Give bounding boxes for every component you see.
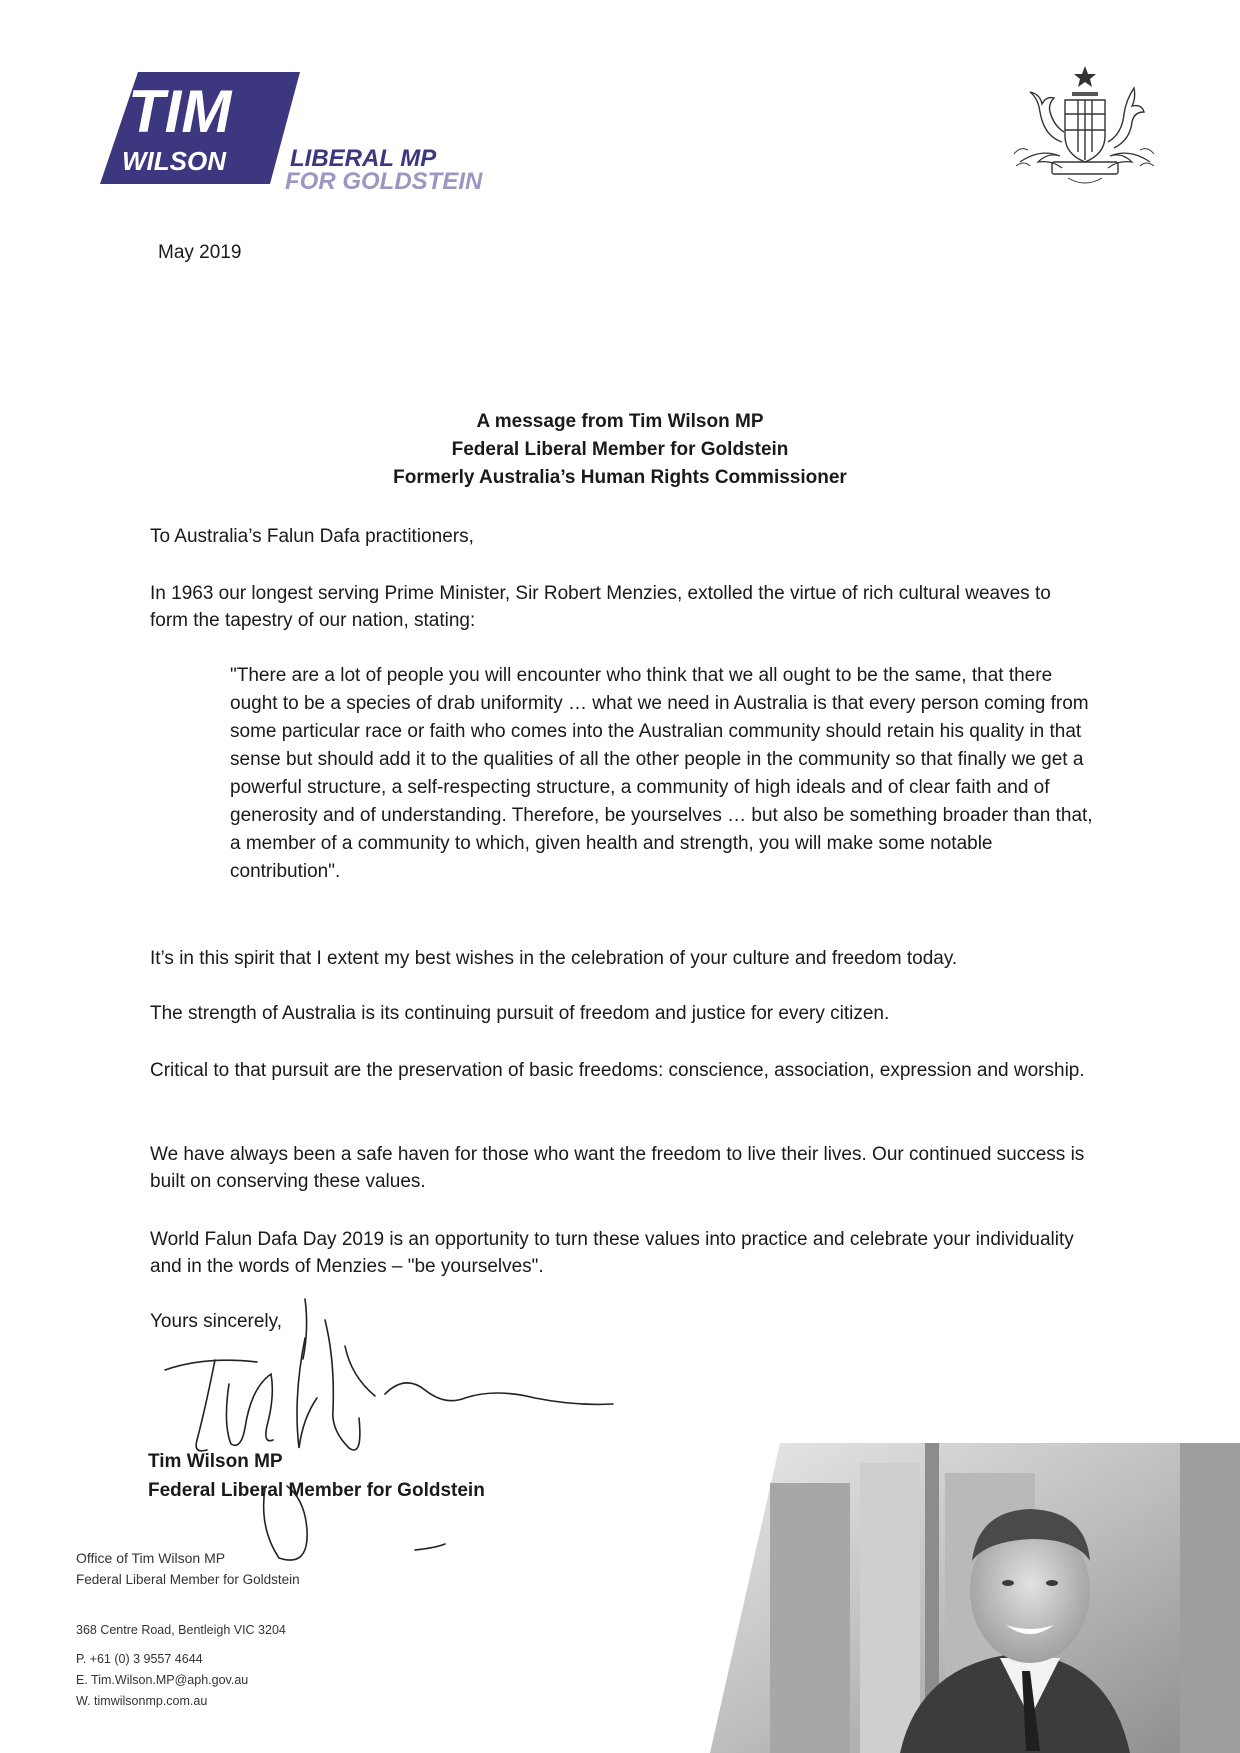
office-name: Office of Tim Wilson MP bbox=[76, 1550, 226, 1566]
logo-party-line1: LIBERAL MP bbox=[290, 145, 437, 172]
tim-wilson-logo bbox=[100, 72, 510, 202]
signer-block bbox=[148, 1447, 485, 1505]
logo-party-line2: FOR GOLDSTEIN bbox=[285, 168, 483, 195]
menzies-quote: "There are a lot of people you will encounter who think that we all ought to be the same, that there ought to be a species of drab uniformity … what we need in Australia is that every person coming from some particular race or faith who comes into the Australian community should retain his quality in that sense but should add it to the qualities of all the other people in the community so that finally we get a powerful structure, a self-respecting structure, a community of high ideals and of clear faith and of generosity and of understanding. Therefore, be yourselves … but also be something broader than that, a member of a community to which, given health and strength, you will make some notable contribution". bbox=[230, 665, 1093, 882]
letter-salutation: To Australia’s Falun Dafa practitioners, bbox=[150, 526, 474, 547]
letter-paragraph-5: We have always been a safe haven for those who want the freedom to live their lives. Our continued success is built on conserving these values. bbox=[150, 1144, 1085, 1192]
logo-wilson-text: WILSON bbox=[122, 146, 226, 176]
letter-paragraph-4: Critical to that pursuit are the preservation of basic freedoms: conscience, association, expression and worship. bbox=[150, 1060, 1085, 1081]
letter-closing: Yours sincerely, bbox=[150, 1311, 283, 1332]
letter-date: May 2019 bbox=[158, 242, 242, 263]
contact-email: E. Tim.Wilson.MP@aph.gov.au bbox=[76, 1673, 249, 1687]
office-subtitle: Federal Liberal Member for Goldstein bbox=[76, 1572, 300, 1587]
contact-address: 368 Centre Road, Bentleigh VIC 3204 bbox=[76, 1623, 286, 1637]
contact-block bbox=[76, 1620, 286, 1712]
portrait-photo bbox=[710, 1443, 1240, 1753]
signer-title: Federal Liberal Member for Goldstein bbox=[148, 1480, 485, 1501]
letter-paragraph-6: World Falun Dafa Day 2019 is an opportunity to turn these values into practice and celebrate your individuality and in the words of Menzies – "be yourselves". bbox=[150, 1229, 1074, 1277]
letter-paragraph-1: In 1963 our longest serving Prime Minister, Sir Robert Menzies, extolled the virtue of rich cultural weaves to form the tapestry of our nation, stating: bbox=[150, 583, 1051, 631]
letter-paragraph-3: The strength of Australia is its continuing pursuit of freedom and justice for every citizen. bbox=[150, 1003, 890, 1024]
heading-line-3: Formerly Australia’s Human Rights Commissioner bbox=[393, 467, 847, 488]
logo-tim-text: TIM bbox=[128, 78, 232, 145]
contact-web: W. timwilsonmp.com.au bbox=[76, 1694, 208, 1708]
heading-line-2: Federal Liberal Member for Goldstein bbox=[451, 439, 789, 460]
office-block bbox=[76, 1548, 300, 1590]
heading-line-1: A message from Tim Wilson MP bbox=[476, 411, 764, 432]
contact-phone: P. +61 (0) 3 9557 4644 bbox=[76, 1652, 203, 1666]
coat-of-arms-icon bbox=[1010, 62, 1160, 192]
letter-heading bbox=[0, 408, 1240, 492]
letter-paragraph-2: It’s in this spirit that I extent my best wishes in the celebration of your culture and freedom today. bbox=[150, 948, 958, 969]
signer-name: Tim Wilson MP bbox=[148, 1451, 283, 1472]
handwritten-signature bbox=[155, 1298, 645, 1568]
